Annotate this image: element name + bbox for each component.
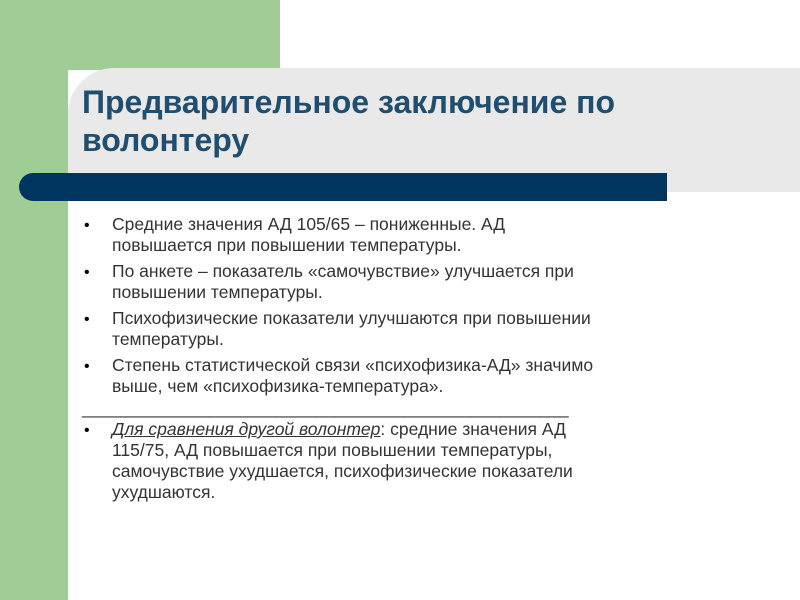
bullet-item xyxy=(82,261,732,303)
bullet-text-line: повышении температуры. xyxy=(112,282,323,302)
slide-title-line: волонтеру xyxy=(82,122,250,158)
comparison-first-line xyxy=(112,419,732,440)
bullet-text-line: Психофизические показатели улучшаются при повышении xyxy=(112,308,591,328)
bullet-text-line: 115/75, АД повышается при повышении температуры, xyxy=(112,440,553,460)
bullet-text-line: выше, чем «психофизика-температура». xyxy=(112,376,444,396)
bullet-text-line: повышается при повышении температуры. xyxy=(112,235,462,255)
slide-title-line: Предварительное заключение по xyxy=(82,84,616,120)
bullet-dot-icon: • xyxy=(84,311,90,328)
title-underline-bar xyxy=(19,173,667,201)
bullet-dot-icon: • xyxy=(84,422,90,439)
bullet-dot-icon: • xyxy=(84,217,90,234)
comparison-lead-rest: : средние значения АД xyxy=(380,419,566,439)
bullet-text-line: Степень статистической связи «психофизика-АД» значимо xyxy=(112,355,594,375)
separator-line: __________________________________________________ xyxy=(82,398,569,418)
bullet-text-line: температуры. xyxy=(112,329,224,349)
slide-title xyxy=(82,83,722,159)
green-accent-left xyxy=(0,0,68,600)
bullet-text-line: самочувствие ухудшается, психофизические показатели xyxy=(112,461,573,481)
bullet-text-line: ухудшаются. xyxy=(112,482,216,502)
comparison-bullet xyxy=(82,419,732,503)
bullet-dot-icon: • xyxy=(84,264,90,281)
bullet-item xyxy=(82,308,732,350)
bullet-text-line: По анкете – показатель «самочувствие» улучшается при xyxy=(112,261,574,281)
bullet-text-line: Средние значения АД 105/65 – пониженные. АД xyxy=(112,214,506,234)
comparison-lead: Для сравнения другой волонтер xyxy=(112,419,381,439)
slide-body xyxy=(82,214,732,508)
bullet-item xyxy=(82,214,732,256)
bullet-item xyxy=(82,355,732,397)
bullet-dot-icon: • xyxy=(84,358,90,375)
